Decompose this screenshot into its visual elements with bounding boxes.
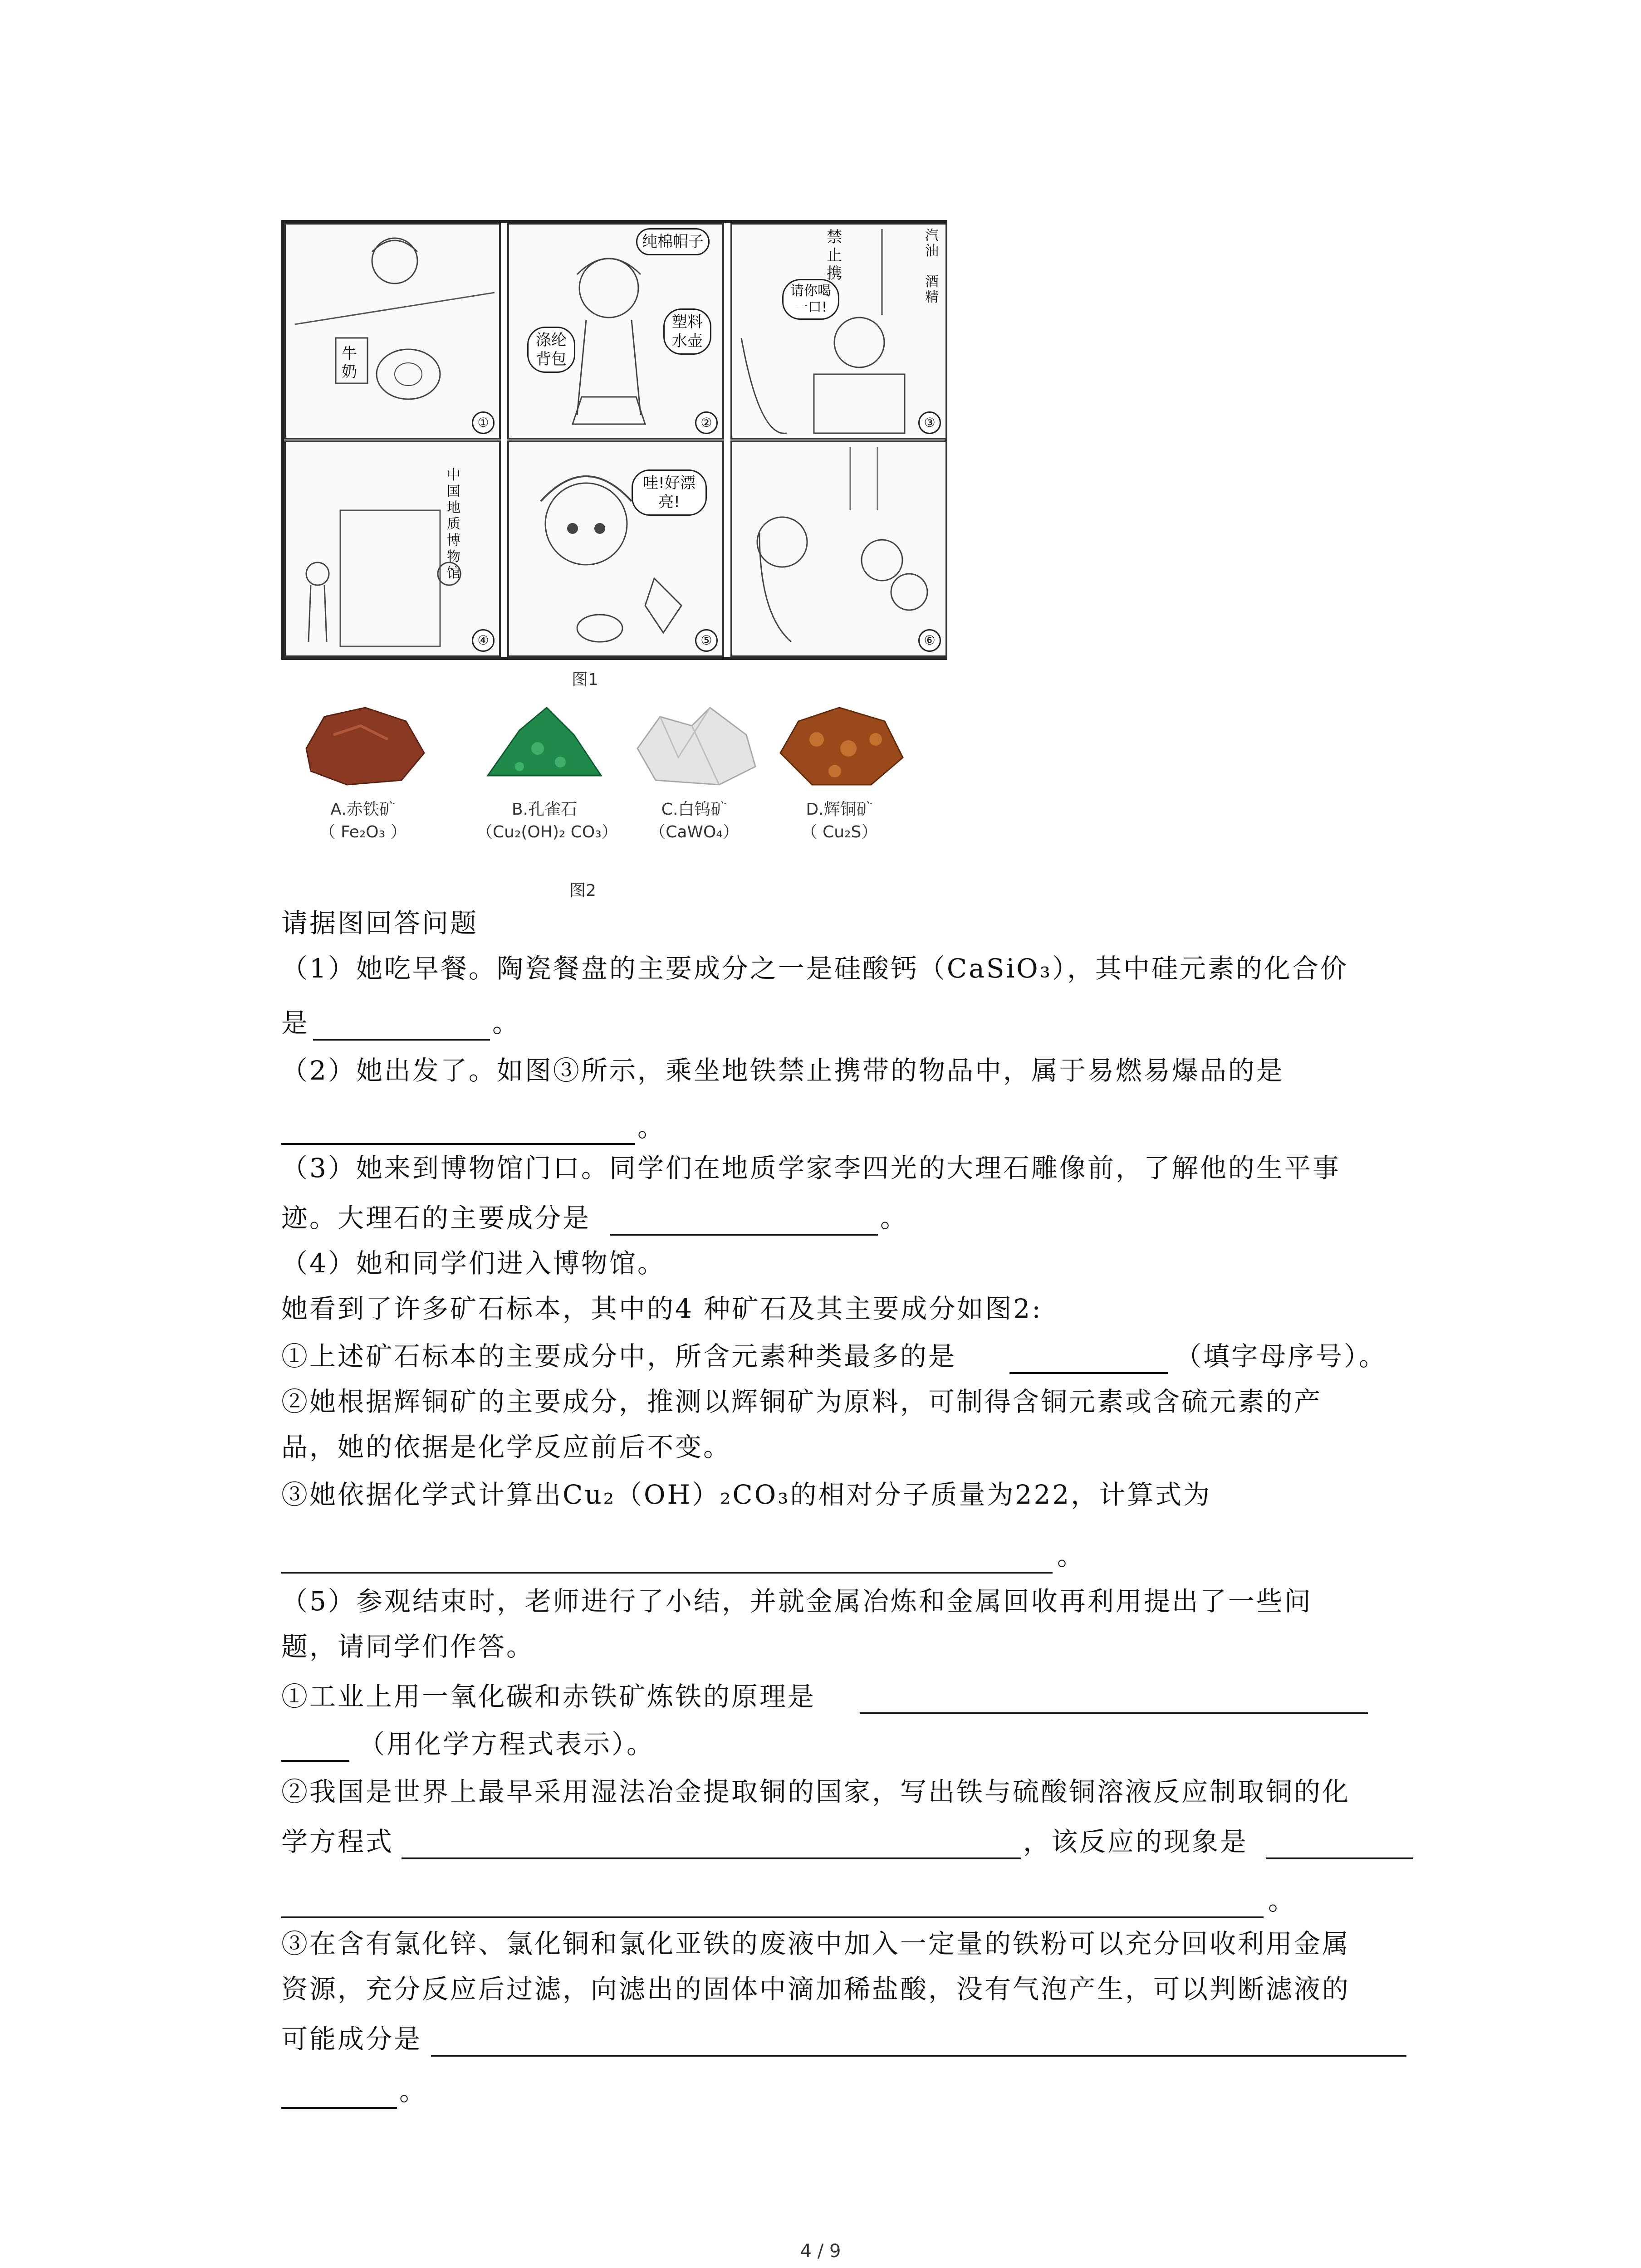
- answer-blank-3[interactable]: [610, 1234, 878, 1236]
- mineral-a-formula: （ Fe₂O₃ ）: [319, 823, 407, 841]
- figure-2-caption: 图2: [569, 881, 596, 900]
- mineral-d-formula: （ Cu₂S）: [801, 823, 878, 841]
- mineral-c-image: [628, 699, 760, 789]
- mineral-c: [626, 699, 762, 844]
- mineral-b-name: B.孔雀石: [511, 800, 578, 819]
- answer-blank-2[interactable]: [281, 1143, 635, 1145]
- answer-blank-5-3b[interactable]: [281, 2107, 397, 2109]
- question-5-3-period: 。: [399, 2076, 428, 2107]
- answer-blank-5-1b[interactable]: [281, 1760, 349, 1762]
- question-intro: 请据图回答问题: [281, 908, 479, 938]
- comic-panel-5: [507, 440, 724, 657]
- question-5-3-line-1: ③在含有氯化锌、氯化铜和氯化亚铁的废液中加入一定量的铁粉可以充分回收利用金属: [281, 1928, 1351, 1959]
- panel-5-number: ⑤: [695, 629, 718, 652]
- answer-blank-5-1a[interactable]: [860, 1712, 1368, 1714]
- answer-blank-1[interactable]: [313, 1039, 490, 1041]
- panel-3-sign: 禁止携: [827, 228, 842, 283]
- comic-panel-6: [730, 440, 947, 657]
- question-2: （2）她出发了。如图③所示，乘坐地铁禁止携带的物品中，属于易燃易爆品的是: [281, 1055, 1284, 1086]
- question-1: （1）她吃早餐。陶瓷餐盘的主要成分之一是硅酸钙（CaSiO₃），其中硅元素的化合价: [281, 953, 1348, 984]
- panel-3-number: ③: [918, 411, 941, 434]
- question-1-answer-prefix: 是: [281, 1007, 310, 1038]
- question-5-3-line-2: 资源，充分反应后过滤，向滤出的固体中滴加稀盐酸，没有气泡产生，可以判断滤液的: [281, 1974, 1351, 2004]
- question-5-2-line-1: ②我国是世界上最早采用湿法冶金提取铜的国家，写出铁与硫酸铜溶液反应制取铜的化: [281, 1776, 1351, 1807]
- panel-3-bubble: 请你喝一口!: [782, 279, 839, 320]
- answer-blank-4-3[interactable]: [281, 1572, 1053, 1574]
- panel-2-bubble-hat: 纯棉帽子: [636, 228, 710, 255]
- mineral-d: [771, 699, 907, 844]
- question-4-line-2: 她看到了许多矿石标本，其中的4 种矿石及其主要成分如图2:: [281, 1293, 1043, 1324]
- panel-3-alcohol: 酒精: [925, 274, 939, 305]
- panel-4-number: ④: [472, 629, 495, 652]
- page-number: 4 / 9: [800, 2241, 841, 2262]
- question-3-period: 。: [880, 1202, 909, 1233]
- question-4-3: ③她依据化学式计算出Cu₂（OH）₂CO₃的相对分子质量为222，计算式为: [281, 1479, 1212, 1510]
- question-4-1: ①上述矿石标本的主要成分中，所含元素种类最多的是: [281, 1341, 957, 1372]
- panel-5-bubble: 哇!好漂亮!: [632, 469, 707, 516]
- mineral-a: [295, 699, 431, 844]
- mineral-d-name: D.辉铜矿: [806, 800, 873, 819]
- panel-3-gasoline: 汽油: [925, 228, 939, 259]
- comic-figure: [281, 220, 947, 660]
- question-2-period: 。: [637, 1112, 666, 1143]
- question-4-1-suffix: （填字母序号）。: [1175, 1341, 1387, 1372]
- question-1-period: 。: [492, 1007, 521, 1038]
- panel-2-bubble-bottle: 塑料水壶: [663, 308, 711, 355]
- question-4-3-period: 。: [1057, 1540, 1086, 1571]
- question-5-1-suffix: （用化学方程式表示）。: [358, 1729, 655, 1760]
- question-5-3-line-3: 可能成分是: [281, 2024, 422, 2054]
- answer-blank-5-2-phenomenon-b[interactable]: [281, 1916, 1264, 1918]
- question-4-line-1: （4）她和同学们进入博物馆。: [281, 1248, 666, 1279]
- answer-blank-5-2-equation[interactable]: [402, 1857, 1021, 1859]
- question-5-2-line-2: 学方程式: [281, 1826, 394, 1857]
- question-5-line-1: （5）参观结束时，老师进行了小结，并就金属冶炼和金属回收再利用提出了一些问: [281, 1586, 1313, 1617]
- panel-1-number: ①: [472, 411, 495, 434]
- mineral-d-image: [771, 699, 907, 789]
- panel-4-museum-sign: 中国地质博物馆: [447, 467, 460, 581]
- comic-panel-2: [507, 223, 724, 440]
- panel-6-drawing: [732, 442, 945, 655]
- question-4-2-line-2: 品，她的依据是化学反应前后不变。: [281, 1432, 732, 1462]
- mineral-b-image: [479, 699, 610, 789]
- comic-panel-3: [730, 223, 947, 440]
- question-3-line-2: 迹。大理石的主要成分是: [281, 1202, 591, 1233]
- mineral-b: [476, 699, 618, 844]
- question-5-2-phenomenon-prompt: ，该反应的现象是: [1023, 1826, 1249, 1857]
- comic-panel-1: [284, 223, 501, 440]
- panel-1-label: 牛奶: [342, 345, 357, 381]
- panel-2-number: ②: [695, 411, 718, 434]
- mineral-c-formula: （CaWO₄）: [649, 823, 739, 841]
- question-5-line-2: 题，请同学们作答。: [281, 1631, 535, 1662]
- question-3-line-1: （3）她来到博物馆门口。同学们在地质学家李四光的大理石雕像前，了解他的生平事: [281, 1153, 1341, 1183]
- mineral-b-formula: （Cu₂(OH)₂ CO₃）: [476, 823, 618, 841]
- panel-1-drawing: [286, 225, 499, 438]
- panel-6-number: ⑥: [918, 629, 941, 652]
- figure-1-caption: 图1: [572, 670, 598, 689]
- mineral-c-name: C.白钨矿: [661, 800, 727, 819]
- answer-blank-5-2-phenomenon-a[interactable]: [1266, 1857, 1413, 1859]
- question-4-2-line-1: ②她根据辉铜矿的主要成分，推测以辉铜矿为原料，可制得含铜元素或含硫元素的产: [281, 1386, 1323, 1417]
- comic-panel-4: [284, 440, 501, 657]
- question-5-2-period: 。: [1268, 1885, 1297, 1916]
- question-5-1: ①工业上用一氧化碳和赤铁矿炼铁的原理是: [281, 1681, 816, 1712]
- mineral-a-name: A.赤铁矿: [330, 800, 396, 819]
- panel-2-bubble-bag: 涤纶背包: [527, 327, 575, 373]
- panel-4-drawing: [286, 442, 499, 655]
- mineral-a-image: [297, 699, 429, 789]
- answer-blank-5-3a[interactable]: [431, 2055, 1406, 2057]
- answer-blank-4-1[interactable]: [1009, 1372, 1168, 1374]
